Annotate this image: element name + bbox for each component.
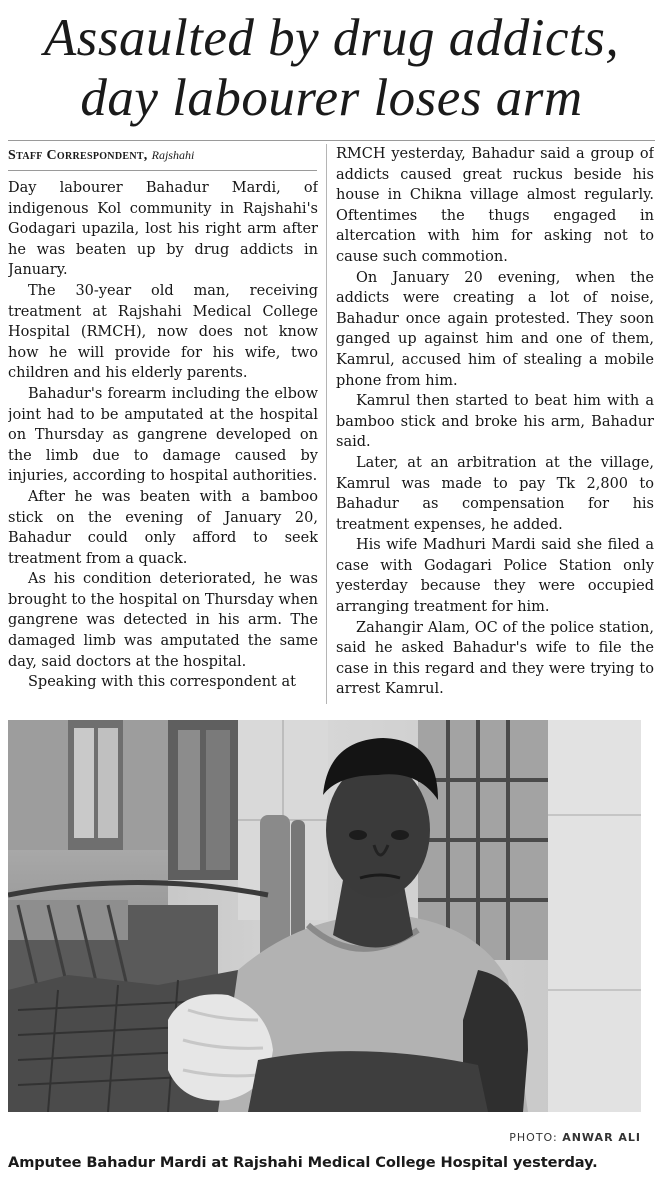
byline-place: Rajshahi <box>151 148 195 162</box>
article-paragraph: Bahadur's forearm including the elbow joint had to be amputated at the hospital on Thursday as gangrene developed on the limb due to damage caused by injuries, according to hospital authorities. <box>8 385 318 485</box>
article-paragraph: As his condition deteriorated, he was brought to the hospital on Thursday when gangrene was detected in his arm. The damaged limb was amputated the same day, said doctors at the hospital. <box>8 571 318 670</box>
photo-credit-name: ANWAR ALI <box>562 1131 641 1144</box>
news-photo <box>8 720 641 1112</box>
headline-line-1: Assaulted by drug addicts, <box>43 9 620 67</box>
photo-credit <box>509 1131 641 1144</box>
article-paragraph: Kamrul then started to beat him with a bamboo stick and broke his arm, Bahadur said. <box>336 393 654 451</box>
article-paragraph: Later, at an arbitration at the village, Kamrul was made to pay Tk 2,800 to Bahadur as compensation for his treatment expenses, he added. <box>336 454 654 533</box>
article-paragraph: Zahangir Alam, OC of the police station, said he asked Bahadur's wife to file the case in this regard and they were trying to arrest Kamrul. <box>336 619 654 698</box>
headline-rule <box>8 140 655 141</box>
article-paragraph: Day labourer Bahadur Mardi, of indigenous Kol community in Rajshahi's Godagari upazila, lost his right arm after he was beaten up by drug addicts in January. <box>8 180 318 279</box>
byline-rule <box>8 170 317 171</box>
byline-name: Staff Correspondent, <box>8 148 148 163</box>
article-paragraph: The 30-year old man, receiving treatment at Rajshahi Medical College Hospital (RMCH), now does not know how he will provide for his wife, two children and his elderly parents. <box>8 282 318 382</box>
column-divider <box>326 144 327 704</box>
article-paragraph: After he was beaten with a bamboo stick on the evening of January 20, Bahadur could only afford to seek treatment from a quack. <box>8 488 318 567</box>
article-paragraph: His wife Madhuri Mardi said she filed a case with Godagari Police Station only yesterday because they were occupied arranging treatment for him. <box>336 537 654 616</box>
photo-caption: Amputee Bahadur Mardi at Rajshahi Medical College Hospital yesterday. <box>8 1154 598 1171</box>
photo-credit-label: PHOTO: <box>509 1131 558 1144</box>
article-column-left <box>8 178 318 708</box>
headline-line-2: day labourer loses arm <box>80 69 583 127</box>
byline <box>8 146 318 165</box>
article-paragraph: Speaking with this correspondent at <box>28 674 296 691</box>
headline <box>0 8 663 128</box>
hospital-ward-photo <box>8 720 641 1112</box>
article-paragraph: RMCH yesterday, Bahadur said a group of addicts caused great ruckus beside his house in Chikna village almost regularly. Oftentimes the thugs engaged in altercation with him for asking not to cause such commotion. <box>336 146 654 265</box>
article-paragraph: On January 20 evening, when the addicts were creating a lot of noise, Bahadur once again protested. They soon ganged up against him and one of them, Kamrul, accused him of stealing a mobile phone from him. <box>336 269 654 389</box>
article-column-right <box>336 144 654 709</box>
